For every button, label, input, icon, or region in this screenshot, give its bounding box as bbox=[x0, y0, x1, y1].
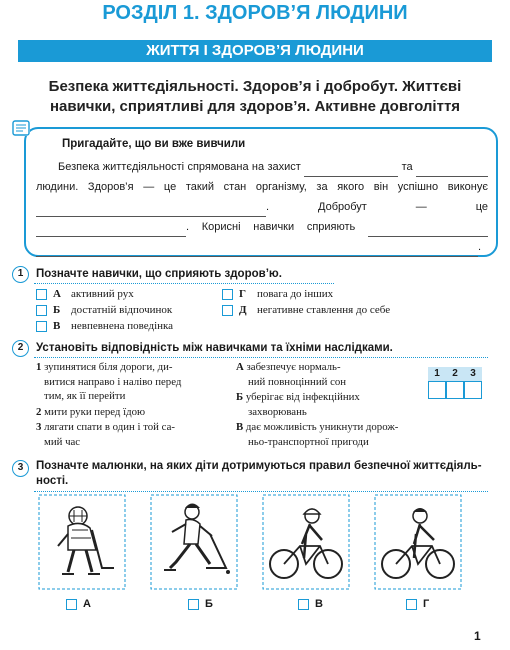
page-number: 1 bbox=[474, 629, 481, 643]
picture-cyclist-no-helmet[interactable] bbox=[374, 494, 462, 590]
recall-seg1: Безпека життєдіяльності спрямована на захист bbox=[58, 161, 301, 173]
task2-number: 2 bbox=[12, 340, 29, 357]
checkbox[interactable] bbox=[66, 599, 77, 610]
blank-2[interactable] bbox=[416, 163, 488, 177]
notebook-icon bbox=[12, 120, 30, 136]
task1-question: Позначте навички, що сприяють здоров’ю. bbox=[36, 268, 282, 280]
blank-3[interactable] bbox=[36, 203, 266, 217]
task2-rule bbox=[34, 357, 488, 358]
lesson-title-line2: навички, сприятливі для здоров’я. Активне довголіття bbox=[49, 98, 461, 115]
task3-number: 3 bbox=[12, 460, 29, 477]
blank-5[interactable] bbox=[368, 223, 488, 237]
task2-left-column bbox=[36, 360, 226, 450]
picture-c-choice[interactable]: В bbox=[298, 598, 323, 611]
recall-seg2: та bbox=[401, 161, 413, 173]
recall-text bbox=[36, 157, 488, 257]
checkbox[interactable] bbox=[298, 599, 309, 610]
checkbox[interactable] bbox=[36, 305, 47, 316]
task2-question: Установіть відповідність між навичками та їхніми наслідками. bbox=[36, 342, 393, 354]
task1-option-c[interactable]: В невпевнена поведінка bbox=[36, 319, 173, 333]
lesson-title bbox=[22, 77, 488, 117]
recall-title: Пригадайте, що ви вже вивчили bbox=[62, 138, 246, 150]
picture-hockey-player[interactable] bbox=[38, 494, 126, 590]
lesson-title-line1: Безпека життєдіяльності. Здоров’я і добробут. Життєві bbox=[48, 78, 462, 95]
task3-question-line1: Позначте малюнки, на яких діти дотримуються правил безпечної життєдіяль- bbox=[36, 460, 482, 472]
task1-number: 1 bbox=[12, 266, 29, 283]
recall-box bbox=[24, 127, 498, 257]
answer-grid-header bbox=[428, 367, 482, 381]
recall-seg6: . bbox=[478, 241, 482, 253]
picture-b-choice[interactable]: Б bbox=[188, 598, 213, 611]
blank-1[interactable] bbox=[304, 163, 398, 177]
grid-header-2: 2 bbox=[452, 368, 458, 379]
grid-header-3: 3 bbox=[470, 368, 476, 379]
task3-question bbox=[36, 459, 496, 489]
task1-option-a[interactable]: А активний рух bbox=[36, 287, 134, 301]
task2-skill-1: 1 зупинятися біля дороги, ди- витися направо і наліво перед тим, як її перейти bbox=[36, 361, 182, 402]
task1-option-b[interactable]: Б достатній відпочинок bbox=[36, 303, 172, 317]
answer-cell-1[interactable] bbox=[428, 381, 446, 399]
task3-question-line2: ності. bbox=[36, 475, 69, 487]
checkbox[interactable] bbox=[36, 321, 47, 332]
blank-4[interactable] bbox=[36, 223, 186, 237]
topic-title: ЖИТТЯ І ЗДОРОВ’Я ЛЮДИНИ bbox=[18, 40, 492, 62]
task2-skill-2: 2 мити руки перед їдою bbox=[36, 405, 146, 418]
task2-effect-c: В дає можливість уникнути дорож- ньо-транспортної пригоди bbox=[236, 421, 399, 448]
picture-skater[interactable] bbox=[150, 494, 238, 590]
recall-seg5: . Корисні навички сприяють bbox=[186, 221, 356, 233]
checkbox[interactable] bbox=[222, 305, 233, 316]
checkbox[interactable] bbox=[222, 289, 233, 300]
answer-cell-3[interactable] bbox=[464, 381, 482, 399]
task1-option-e[interactable]: Д негативне ставлення до себе bbox=[222, 303, 390, 317]
task3-rule bbox=[34, 491, 488, 492]
picture-cyclist-with-helmet[interactable] bbox=[262, 494, 350, 590]
checkbox[interactable] bbox=[36, 289, 47, 300]
task2-effect-a: А забезпечує нормаль- ний повноцінний сон bbox=[236, 361, 347, 388]
task2-skill-3: 3 лягати спати в один і той са- мий час bbox=[36, 421, 175, 448]
picture-d-choice[interactable]: Г bbox=[406, 598, 429, 611]
answer-grid bbox=[428, 367, 482, 399]
chapter-title: РОЗДІЛ 1. ЗДОРОВ’Я ЛЮДИНИ bbox=[102, 2, 408, 24]
task2-effect-b: Б уберігає від інфекційних захворювань bbox=[236, 391, 360, 418]
recall-seg3: людини. Здоров’я — це такий стан організму, за якого він успішно виконує bbox=[36, 181, 488, 193]
answer-cell-2[interactable] bbox=[446, 381, 464, 399]
task2-right-column bbox=[236, 360, 426, 450]
checkbox[interactable] bbox=[188, 599, 199, 610]
blank-6[interactable] bbox=[36, 243, 478, 257]
picture-a-choice[interactable]: А bbox=[66, 598, 91, 611]
checkbox[interactable] bbox=[406, 599, 417, 610]
recall-seg4: . Добробут — це bbox=[266, 201, 488, 213]
task1-rule bbox=[34, 283, 334, 284]
task1-option-d[interactable]: Г повага до інших bbox=[222, 287, 333, 301]
grid-header-1: 1 bbox=[434, 368, 440, 379]
